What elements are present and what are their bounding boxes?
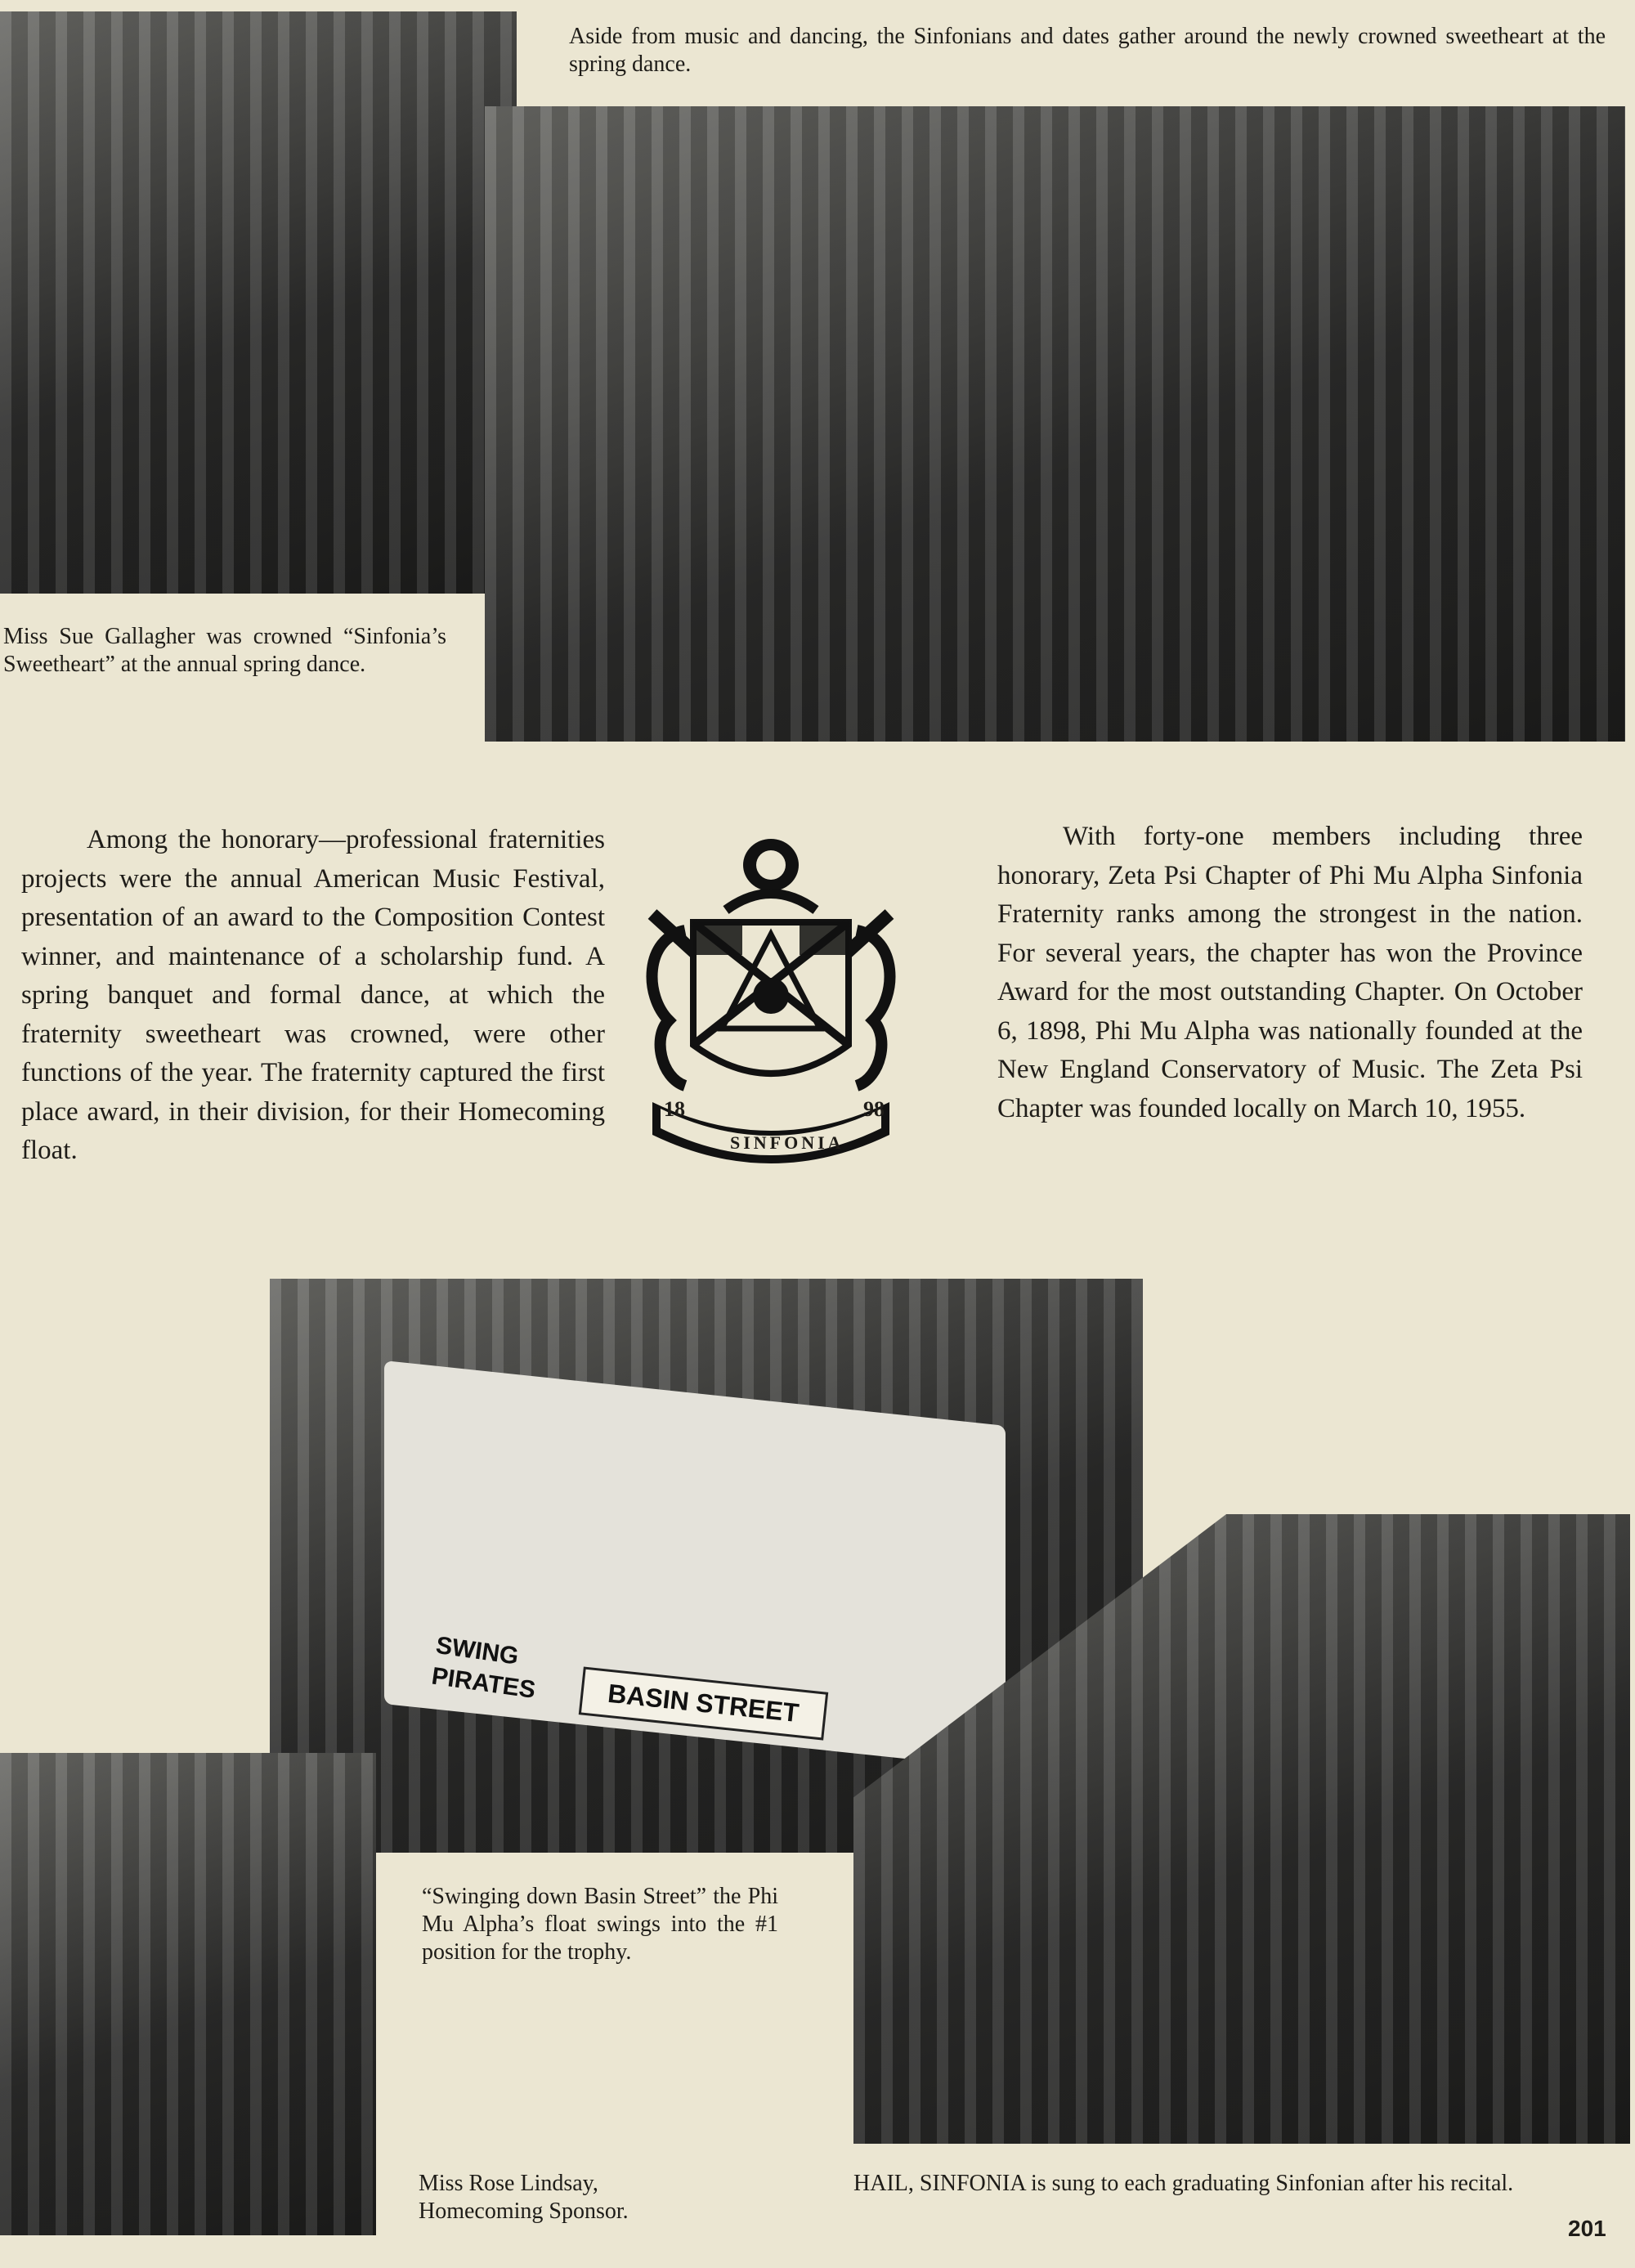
body-text-right: With forty-one members including three honorary, Zeta Psi Chapter of Phi Mu Alpha Sinfonia Fraternity ranks among the strongest in the nation. For several years, the chapter has won the Province Award for the most outstanding Chapter. On October 6, 1898, Phi Mu Alpha was nationally founded at the New England Conservatory of Music. The Zeta Psi Chapter was founded locally on March 10, 1955.	[997, 822, 1583, 1123]
crest-banner-text: SINFONIA	[730, 1132, 844, 1153]
caption-sweetheart: Miss Sue Gallagher was crowned “Sinfonia’s Sweetheart” at the annual spring dance.	[3, 624, 446, 677]
float-sign-side: SWING PIRATES	[429, 1631, 538, 1705]
float-sign-board: BASIN STREET	[579, 1666, 828, 1740]
caption-sponsor: Miss Rose Lindsay, Homecoming Sponsor.	[419, 2171, 629, 2224]
caption-spring-dance: Aside from music and dancing, the Sinfonians and dates gather around the newly crowned sweetheart at the spring dance.	[569, 24, 1606, 77]
crest-mark-left: 18	[664, 1097, 685, 1121]
body-text-left: Among the honorary—professional fraternities projects were the annual American Music Festival, presentation of an award to the Composition Contest winner, and maintenance of a scholarship fund. A spring banquet and formal dance, at which the fraternity sweetheart was crowned, were other functions of the year. The fraternity captured the first place award, in their division, for their Homecoming float.	[21, 825, 605, 1165]
photo-homecoming-sponsor	[0, 1753, 376, 2235]
caption-float: “Swinging down Basin Street” the Phi Mu Alpha’s float swings into the #1 position for the trophy.	[422, 1884, 778, 1965]
sinfonia-crest	[636, 832, 906, 1184]
photo-spring-dance-group	[485, 106, 1625, 742]
crest-mark-right: 98	[863, 1097, 885, 1121]
caption-hail-sinfonia: HAIL, SINFONIA is sung to each graduating Sinfonian after his recital.	[853, 2171, 1514, 2196]
photo-sweetheart-crowning	[0, 11, 517, 594]
page-number: 201	[1568, 2216, 1606, 2241]
